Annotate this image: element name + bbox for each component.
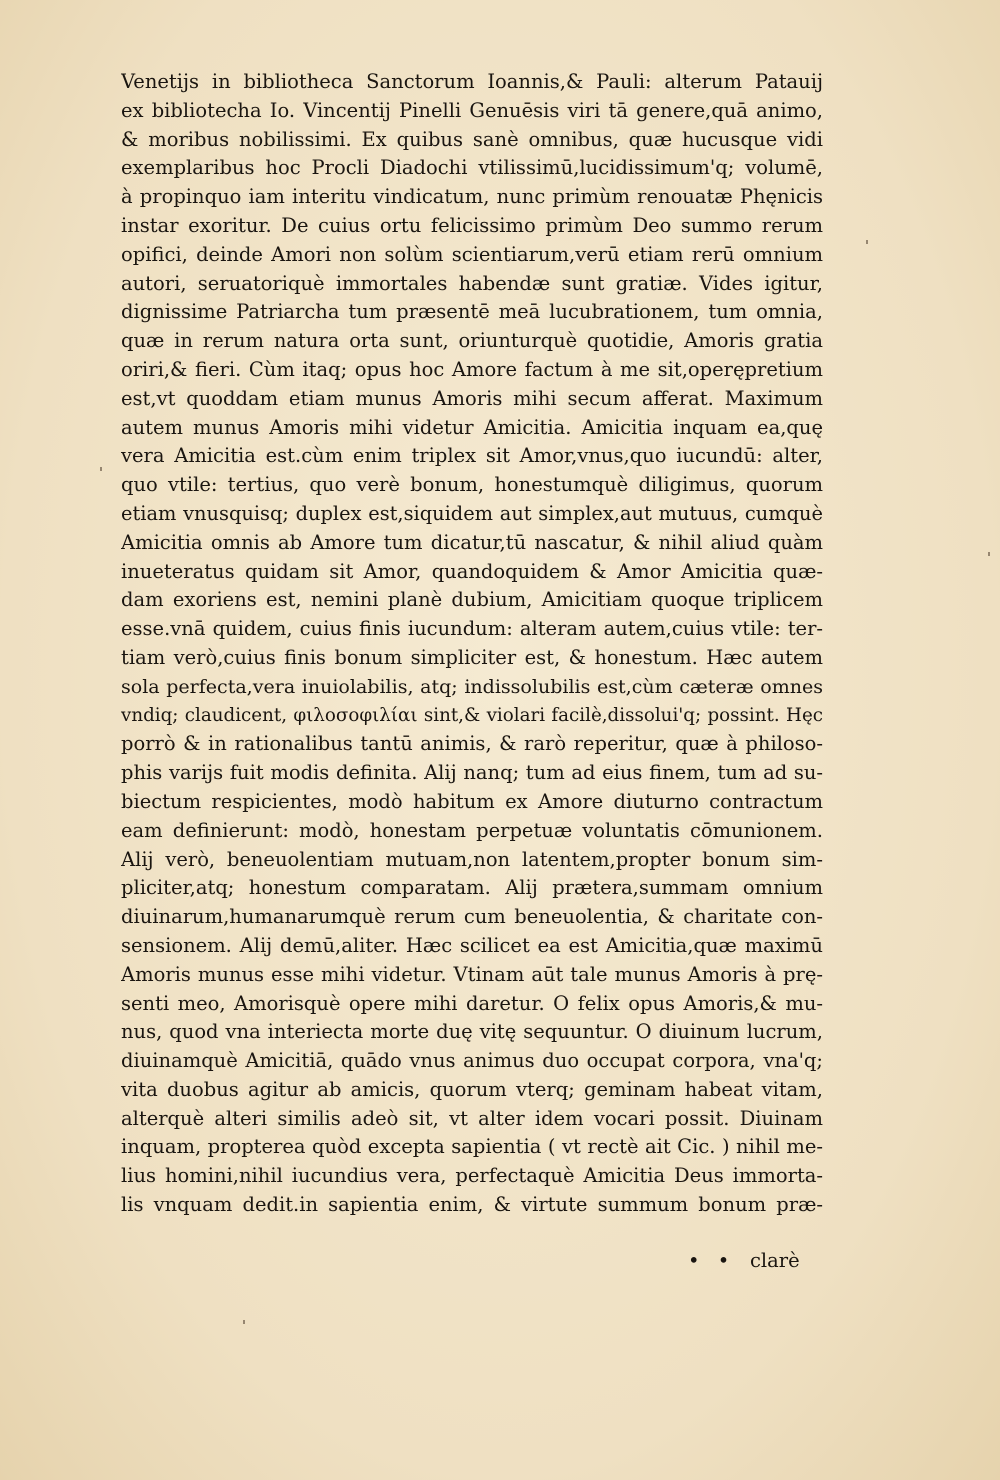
text-line: tiam verò,cuius finis bonum simpliciter est, & honestum. Hæc autem (121, 645, 823, 669)
body-text (121, 68, 823, 1220)
text-line: Alij verò, beneuolentiam mutuam,non latentem,propter bonum sim- (121, 847, 823, 871)
text-line: inquam, propterea quòd excepta sapientia ( vt rectè ait Cic. ) nihil me- (121, 1135, 823, 1159)
text-line: & moribus nobilissimi. Ex quibus sanè omnibus, quæ hucusque vidi (121, 127, 823, 151)
text-line: lius homini,nihil iucundius vera, perfectaquè Amicitia Deus immorta- (121, 1164, 823, 1188)
text-line: quo vtile: tertius, quo verè bonum, honestumquè diligimus, quorum (121, 473, 823, 497)
catchword-row (688, 1246, 823, 1276)
text-line: autem munus Amoris mihi videtur Amicitia. Amicitia inquam ea,quę (121, 415, 823, 439)
text-line: inueteratus quidam sit Amor, quandoquidem & Amor Amicitia quæ- (121, 559, 823, 583)
text-line: instar exoritur. De cuius ortu felicissimo primùm Deo summo rerum (121, 213, 823, 237)
text-line: opifici, deinde Amori non solùm scientiarum,verū etiam rerū omnium (121, 242, 823, 266)
text-line: lis vnquam dedit.in sapientia enim, & virtute summum bonum præ- (121, 1193, 823, 1217)
signature-mark: • • (688, 1249, 736, 1272)
text-line: autori, seruatoriquè immortales habendæ sunt gratiæ. Vides igitur, (121, 271, 823, 295)
text-line: sensionem. Alij demū,aliter. Hæc scilicet ea est Amicitia,quæ maximū (121, 933, 823, 957)
text-line: alterquè alteri similis adeò sit, vt alter idem vocari possit. Diuinam (121, 1106, 823, 1130)
margin-speck (243, 1320, 245, 1324)
text-line: Amicitia omnis ab Amore tum dicatur,tū nascatur, & nihil aliud quàm (121, 530, 823, 554)
text-line: pliciter,atq; honestum comparatam. Alij prætera,summam omnium (121, 876, 823, 900)
text-line: vita duobus agitur ab amicis, quorum vterq; geminam habeat vitam, (121, 1077, 823, 1101)
text-line: Amoris munus esse mihi videtur. Vtinam aūt tale munus Amoris à prę- (121, 962, 823, 986)
text-line: dignissime Patriarcha tum præsentē meā lucubrationem, tum omnia, (121, 300, 823, 324)
text-line: oriri,& fieri. Cùm itaq; opus hoc Amore factum à me sit,operępretium (121, 357, 823, 381)
text-line: est,vt quoddam etiam munus Amoris mihi secum afferat. Maximum (121, 386, 823, 410)
text-line: dam exoriens est, nemini planè dubium, Amicitiam quoque triplicem (121, 588, 823, 612)
text-line: phis varijs fuit modis definita. Alij nanq; tum ad eius finem, tum ad su- (121, 761, 823, 785)
text-line: vndiq; claudicent, φιλοσοφιλίαι sint,& violari facilè,dissolui'q; possint. Hęc (121, 704, 823, 726)
text-line: porrò & in rationalibus tantū animis, & rarò reperitur, quæ à philoso- (121, 732, 823, 756)
catchword: clarè (750, 1249, 800, 1272)
text-line: exemplaribus hoc Procli Diadochi vtilissimū,lucidissimum'q; volumē, (121, 156, 823, 180)
text-line: esse.vnā quidem, cuius finis iucundum: alteram autem,cuius vtile: ter- (121, 617, 823, 641)
text-line: quæ in rerum natura orta sunt, oriunturquè quotidie, Amoris gratia (121, 329, 823, 353)
margin-speck (100, 467, 102, 471)
text-line: à propinquo iam interitu vindicatum, nunc primùm renouatæ Phęnicis (121, 185, 823, 209)
margin-speck (988, 552, 990, 556)
text-line: biectum respicientes, modò habitum ex Amore diuturno contractum (121, 789, 823, 813)
text-line: etiam vnusquisq; duplex est,siquidem aut simplex,aut mutuus, cumquè (121, 501, 823, 525)
text-line: diuinamquè Amicitiā, quādo vnus animus duo occupat corpora, vna'q; (121, 1049, 823, 1073)
text-line: diuinarum,humanarumquè rerum cum beneuolentia, & charitate con- (121, 905, 823, 929)
text-line: Venetijs in bibliotheca Sanctorum Ioannis,& Pauli: alterum Patauij (121, 70, 823, 93)
text-line: vera Amicitia est.cùm enim triplex sit Amor,vnus,quo iucundū: alter, (121, 444, 823, 468)
text-line: nus, quod vna interiecta morte duę vitę sequuntur. O diuinum lucrum, (121, 1020, 823, 1044)
margin-speck (866, 240, 868, 244)
text-line: eam definierunt: modò, honestam perpetuæ voluntatis cōmunionem. (121, 818, 823, 842)
text-line: ex bibliotecha Io. Vincentij Pinelli Genuēsis viri tā genere,quā animo, (121, 98, 823, 122)
text-line: sola perfecta,vera inuiolabilis, atq; indissolubilis est,cùm cæteræ omnes (121, 675, 823, 698)
text-line: senti meo, Amorisquè opere mihi daretur. O felix opus Amoris,& mu- (121, 991, 823, 1015)
